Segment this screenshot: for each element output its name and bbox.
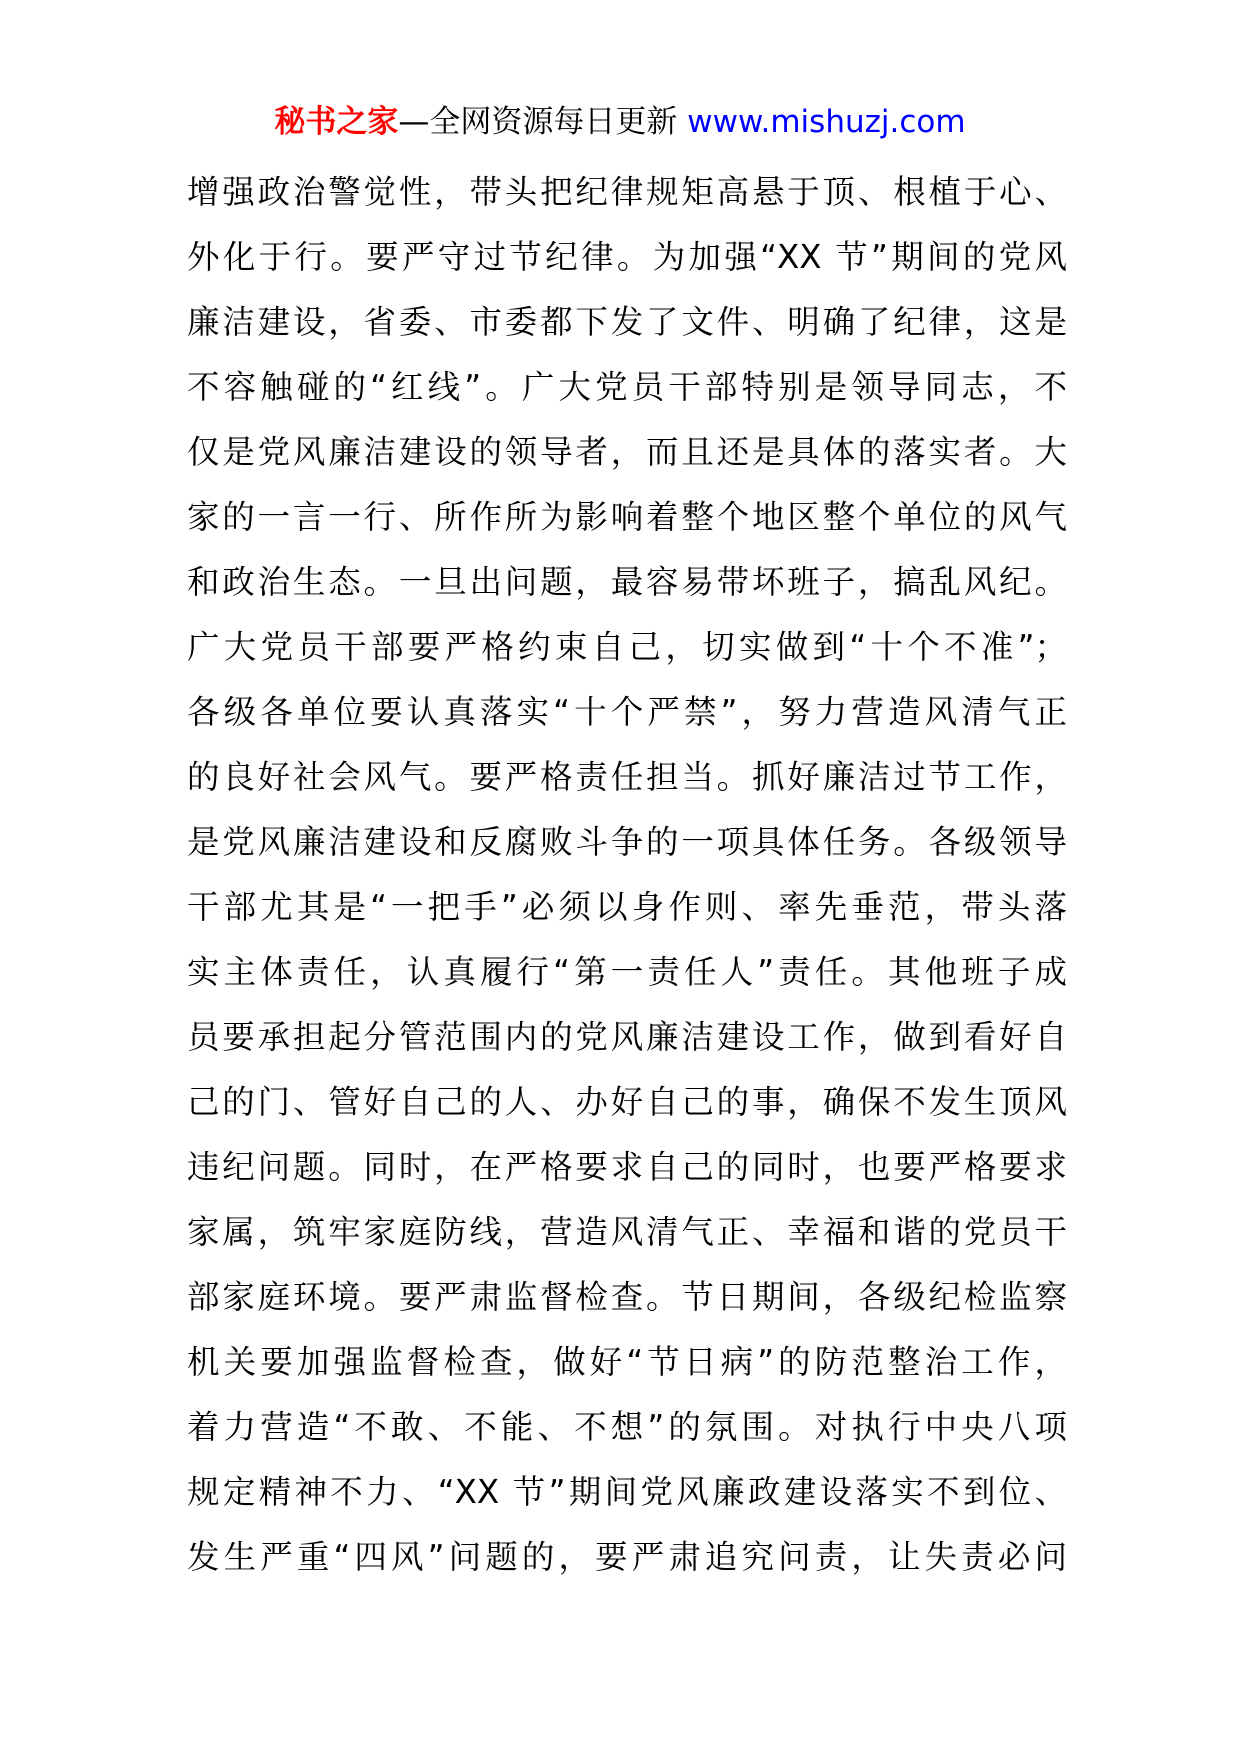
text-line: 不容触碰的“红线”。广大党员干部特别是领导同志，不 xyxy=(187,368,1067,406)
header-brand: 秘书之家 xyxy=(274,104,399,140)
header-tagline: —全网资源每日更新 xyxy=(398,104,678,140)
page-header xyxy=(0,100,1240,144)
text-line: 家属，筑牢家庭防线，营造风清气正、幸福和谐的党员干 xyxy=(187,1213,1067,1251)
body-paragraph xyxy=(187,160,1067,1590)
text-line: 发生严重“四风”问题的，要严肃追究问责，让失责必问 xyxy=(187,1538,1067,1576)
text-line: 干部尤其是“一把手”必须以身作则、率先垂范，带头落 xyxy=(187,888,1067,926)
text-line: 和政治生态。一旦出问题，最容易带坏班子，搞乱风纪。 xyxy=(187,563,1067,601)
text-line: 规定精神不力、“XX 节”期间党风廉政建设落实不到位、 xyxy=(187,1473,1067,1511)
text-line: 违纪问题。同时，在严格要求自己的同时，也要严格要求 xyxy=(187,1148,1067,1186)
text-line: 员要承担起分管范围内的党风廉洁建设工作，做到看好自 xyxy=(187,1018,1067,1056)
text-line: 机关要加强监督检查，做好“节日病”的防范整治工作， xyxy=(187,1343,1067,1381)
text-line: 家的一言一行、所作所为影响着整个地区整个单位的风气 xyxy=(187,498,1067,536)
text-line: 廉洁建设，省委、市委都下发了文件、明确了纪律，这是 xyxy=(187,303,1067,341)
text-line: 实主体责任，认真履行“第一责任人”责任。其他班子成 xyxy=(187,953,1067,991)
text-line: 仅是党风廉洁建设的领导者，而且还是具体的落实者。大 xyxy=(187,433,1067,471)
text-line: 是党风廉洁建设和反腐败斗争的一项具体任务。各级领导 xyxy=(187,823,1067,861)
text-line: 各级各单位要认真落实“十个严禁”，努力营造风清气正 xyxy=(187,693,1067,731)
text-line: 己的门、管好自己的人、办好自己的事，确保不发生顶风 xyxy=(187,1083,1067,1121)
header-url[interactable]: www.mishuzj.com xyxy=(687,104,966,140)
text-line: 增强政治警觉性，带头把纪律规矩高悬于顶、根植于心、 xyxy=(187,173,1067,211)
text-line: 广大党员干部要严格约束自己，切实做到“十个不准”； xyxy=(187,628,1067,666)
text-line: 部家庭环境。要严肃监督检查。节日期间，各级纪检监察 xyxy=(187,1278,1067,1316)
text-line: 外化于行。要严守过节纪律。为加强“XX 节”期间的党风 xyxy=(187,238,1067,276)
text-line: 的良好社会风气。要严格责任担当。抓好廉洁过节工作， xyxy=(187,758,1067,796)
text-line: 着力营造“不敢、不能、不想”的氛围。对执行中央八项 xyxy=(187,1408,1067,1446)
